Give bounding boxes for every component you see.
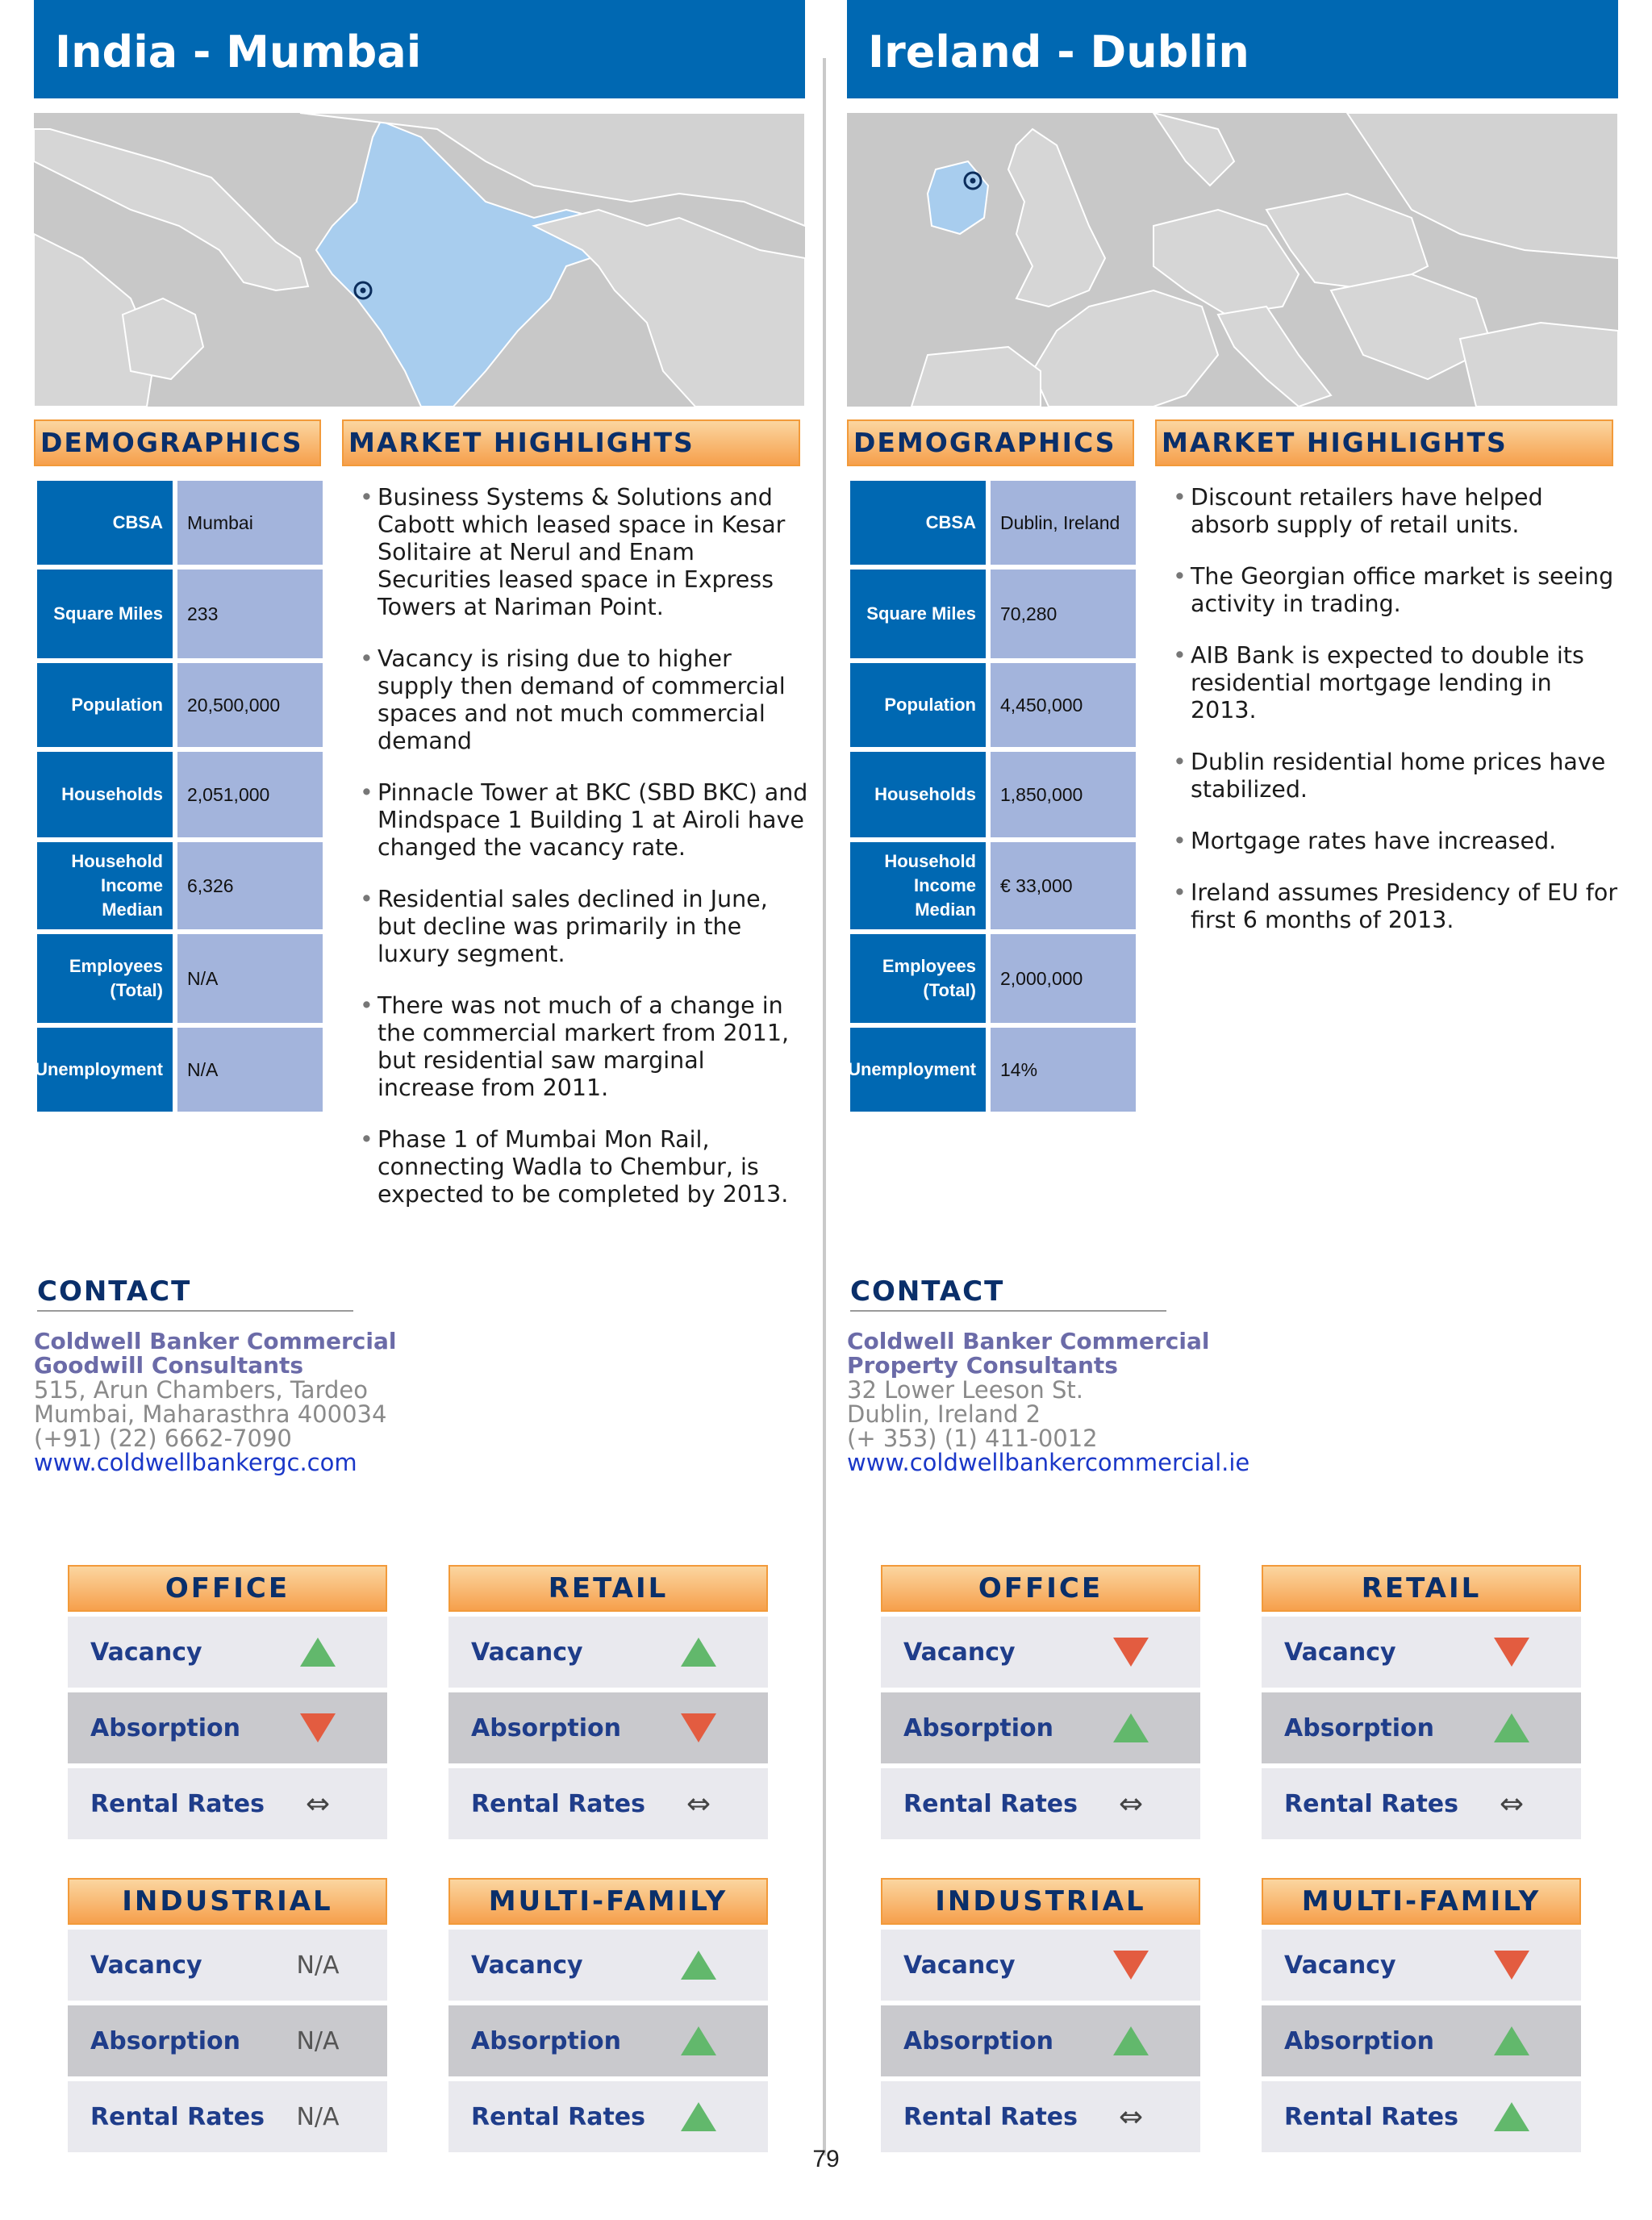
trend-down-icon <box>1108 1947 1153 1983</box>
column-divider <box>823 58 826 2155</box>
absorption-row <box>448 2005 768 2076</box>
trend-down-icon <box>1489 1947 1534 1983</box>
highlight-item: • Business Systems & Solutions and Cabott which leased space in Kesar Solitaire at Nerul and Enam Securities leased space in Express Towers at Nariman Point. <box>360 484 808 621</box>
market-highlights-heading: MARKET HIGHLIGHTS <box>342 419 800 466</box>
demographics-label: Employees (Total) <box>850 934 986 1023</box>
demographics-label: Household Income Median <box>850 842 986 929</box>
right-column <box>847 0 1618 2220</box>
trend-down-icon <box>676 1710 721 1746</box>
demographics-label: Unemployment <box>850 1028 986 1112</box>
vacancy-row <box>68 1617 387 1688</box>
demographics-row <box>37 752 323 837</box>
page-number: 79 <box>812 2146 840 2172</box>
demographics-value: 233 <box>177 570 323 658</box>
rental-rates-row <box>1262 2081 1581 2152</box>
not-available-text: N/A <box>296 1951 340 1980</box>
row-label: Rental Rates <box>90 1789 265 1818</box>
row-label: Vacancy <box>1284 1951 1396 1980</box>
row-label: Vacancy <box>90 1951 202 1980</box>
trend-down-icon <box>1108 1634 1153 1670</box>
highlight-item: • Discount retailers have helped absorb supply of retail units. <box>1173 484 1621 539</box>
trend-up-icon <box>676 2023 721 2059</box>
retail-panel <box>1262 1565 1581 1839</box>
row-label: Vacancy <box>903 1638 1016 1667</box>
trend-down-icon <box>295 1710 340 1746</box>
rental-rates-row <box>881 2081 1200 2152</box>
highlight-item: • Residential sales declined in June, but decline was primarily in the luxury segment. <box>360 886 808 968</box>
row-label: Vacancy <box>1284 1638 1396 1667</box>
demographics-label: Households <box>37 752 173 837</box>
absorption-row <box>68 1692 387 1763</box>
row-label: Vacancy <box>471 1951 583 1980</box>
demographics-row <box>850 481 1136 565</box>
demographics-row <box>37 934 323 1023</box>
rental-rates-row <box>68 1768 387 1839</box>
multi-family-panel <box>448 1878 768 2152</box>
demographics-table <box>37 481 323 1116</box>
not-available-text: N/A <box>296 2102 340 2131</box>
demographics-label: CBSA <box>850 481 986 565</box>
trend-up-icon <box>1108 1710 1153 1746</box>
panel-heading: MULTI-FAMILY <box>1262 1878 1581 1925</box>
address-line: Dublin, Ireland 2 <box>847 1400 1041 1428</box>
demographics-value: € 33,000 <box>991 842 1136 929</box>
row-label: Absorption <box>90 1713 241 1742</box>
demographics-value: 20,500,000 <box>177 663 323 747</box>
address-line: 32 Lower Leeson St. <box>847 1376 1083 1404</box>
demographics-label: Population <box>37 663 173 747</box>
market-highlights-heading: MARKET HIGHLIGHTS <box>1155 419 1613 466</box>
rental-rates-row <box>448 1768 768 1839</box>
trend-up-icon <box>295 1634 340 1670</box>
row-label: Absorption <box>903 2026 1054 2055</box>
retail-panel <box>448 1565 768 1839</box>
row-label: Rental Rates <box>1284 2102 1459 2131</box>
absorption-row <box>881 2005 1200 2076</box>
row-label: Absorption <box>471 2026 622 2055</box>
demographics-value: 70,280 <box>991 570 1136 658</box>
demographics-label: Square Miles <box>850 570 986 658</box>
europe-map-graphic <box>847 113 1618 407</box>
contact-heading: CONTACT <box>37 1278 353 1312</box>
trend-flat-icon: ⇔ <box>1118 2100 1144 2134</box>
demographics-row <box>850 1028 1136 1112</box>
contact-heading: CONTACT <box>850 1278 1166 1312</box>
panel-heading: INDUSTRIAL <box>881 1878 1200 1925</box>
trend-up-icon <box>1108 2023 1153 2059</box>
demographics-row <box>850 842 1136 929</box>
trend-up-icon <box>1489 2023 1534 2059</box>
demographics-label: CBSA <box>37 481 173 565</box>
demographics-row <box>37 842 323 929</box>
highlight-item: • The Georgian office market is seeing activity in trading. <box>1173 563 1621 618</box>
demographics-row <box>37 1028 323 1112</box>
demographics-value: 14% <box>991 1028 1136 1112</box>
india-map-graphic <box>34 113 805 407</box>
demographics-value: Mumbai <box>177 481 323 565</box>
address-line: Mumbai, Maharasthra 400034 <box>34 1400 387 1428</box>
demographics-value: 2,000,000 <box>991 934 1136 1023</box>
demographics-row <box>850 570 1136 658</box>
row-label: Vacancy <box>471 1638 583 1667</box>
europe-map <box>847 113 1618 407</box>
trend-up-icon <box>676 1947 721 1983</box>
trend-up-icon <box>676 2099 721 2134</box>
firm-name: Goodwill Consultants <box>34 1352 304 1379</box>
left-column <box>34 0 808 2220</box>
demographics-row <box>850 663 1136 747</box>
contact-details <box>34 1329 396 1475</box>
row-label: Vacancy <box>90 1638 202 1667</box>
panel-heading: RETAIL <box>448 1565 768 1612</box>
firm-name: Property Consultants <box>847 1352 1118 1379</box>
demographics-value: 4,450,000 <box>991 663 1136 747</box>
website-link[interactable]: www.coldwellbankercommercial.ie <box>847 1449 1250 1476</box>
demographics-table <box>850 481 1136 1116</box>
vacancy-row <box>1262 1930 1581 2001</box>
demographics-value: N/A <box>177 1028 323 1112</box>
demographics-row <box>37 663 323 747</box>
rental-rates-row <box>1262 1768 1581 1839</box>
demographics-row <box>37 481 323 565</box>
row-label: Vacancy <box>903 1951 1016 1980</box>
absorption-row <box>448 1692 768 1763</box>
vacancy-row <box>881 1930 1200 2001</box>
absorption-row <box>1262 1692 1581 1763</box>
panel-heading: OFFICE <box>881 1565 1200 1612</box>
demographics-heading: DEMOGRAPHICS <box>847 419 1134 466</box>
demographics-row <box>850 934 1136 1023</box>
absorption-row <box>1262 2005 1581 2076</box>
demographics-row <box>850 752 1136 837</box>
city-title: India - Mumbai <box>34 0 805 98</box>
demographics-label: Households <box>850 752 986 837</box>
trend-flat-icon: ⇔ <box>305 1787 331 1821</box>
contact-details <box>847 1329 1249 1475</box>
vacancy-row <box>448 1617 768 1688</box>
highlight-item: • Dublin residential home prices have stabilized. <box>1173 749 1621 803</box>
absorption-row <box>68 2005 387 2076</box>
demographics-value: 2,051,000 <box>177 752 323 837</box>
trend-down-icon <box>1489 1634 1534 1670</box>
rental-rates-row <box>881 1768 1200 1839</box>
row-label: Rental Rates <box>1284 1789 1459 1818</box>
market-highlights-list <box>1173 484 1621 958</box>
panel-heading: INDUSTRIAL <box>68 1878 387 1925</box>
firm-name: Coldwell Banker Commercial <box>847 1328 1210 1354</box>
trend-up-icon <box>676 1634 721 1670</box>
panel-heading: MULTI-FAMILY <box>448 1878 768 1925</box>
demographics-value: Dublin, Ireland <box>991 481 1136 565</box>
demographics-value: N/A <box>177 934 323 1023</box>
row-label: Rental Rates <box>471 1789 646 1818</box>
india-map <box>34 113 805 407</box>
highlight-item: • Phase 1 of Mumbai Mon Rail, connecting Wadla to Chembur, is expected to be completed by 2013. <box>360 1126 808 1208</box>
rental-rates-row <box>448 2081 768 2152</box>
rental-rates-row <box>68 2081 387 2152</box>
row-label: Absorption <box>1284 2026 1435 2055</box>
industrial-panel <box>68 1878 387 2152</box>
row-label: Absorption <box>1284 1713 1435 1742</box>
row-label: Rental Rates <box>903 2102 1078 2131</box>
panel-heading: RETAIL <box>1262 1565 1581 1612</box>
industrial-panel <box>881 1878 1200 2152</box>
demographics-label: Unemployment <box>37 1028 173 1112</box>
demographics-value: 6,326 <box>177 842 323 929</box>
highlight-item: • Mortgage rates have increased. <box>1173 828 1621 855</box>
office-panel <box>881 1565 1200 1839</box>
demographics-label: Household Income Median <box>37 842 173 929</box>
phone-number: (+91) (22) 6662-7090 <box>34 1425 292 1452</box>
highlight-item: • Ireland assumes Presidency of EU for first 6 months of 2013. <box>1173 879 1621 934</box>
vacancy-row <box>881 1617 1200 1688</box>
row-label: Absorption <box>90 2026 241 2055</box>
market-highlights-list <box>360 484 808 1233</box>
row-label: Absorption <box>471 1713 622 1742</box>
demographics-label: Employees (Total) <box>37 934 173 1023</box>
trend-flat-icon: ⇔ <box>1499 1787 1525 1821</box>
trend-flat-icon: ⇔ <box>686 1787 711 1821</box>
website-link[interactable]: www.coldwellbankergc.com <box>34 1449 357 1476</box>
phone-number: (+ 353) (1) 411-0012 <box>847 1425 1098 1452</box>
row-label: Rental Rates <box>471 2102 646 2131</box>
trend-flat-icon: ⇔ <box>1118 1787 1144 1821</box>
demographics-row <box>37 570 323 658</box>
demographics-label: Square Miles <box>37 570 173 658</box>
address-line: 515, Arun Chambers, Tardeo <box>34 1376 368 1404</box>
highlight-item: • There was not much of a change in the commercial markert from 2011, but residential saw marginal increase from 2011. <box>360 992 808 1102</box>
row-label: Rental Rates <box>90 2102 265 2131</box>
row-label: Rental Rates <box>903 1789 1078 1818</box>
trend-up-icon <box>1489 1710 1534 1746</box>
highlight-item: • Pinnacle Tower at BKC (SBD BKC) and Mindspace 1 Building 1 at Airoli have changed the vacancy rate. <box>360 779 808 862</box>
demographics-heading: DEMOGRAPHICS <box>34 419 321 466</box>
not-available-text: N/A <box>296 2026 340 2055</box>
firm-name: Coldwell Banker Commercial <box>34 1328 397 1354</box>
highlight-item: • Vacancy is rising due to higher supply then demand of commercial spaces and not much commercial demand <box>360 645 808 755</box>
highlight-item: • AIB Bank is expected to double its residential mortgage lending in 2013. <box>1173 642 1621 724</box>
office-panel <box>68 1565 387 1839</box>
vacancy-row <box>1262 1617 1581 1688</box>
demographics-value: 1,850,000 <box>991 752 1136 837</box>
vacancy-row <box>448 1930 768 2001</box>
panel-heading: OFFICE <box>68 1565 387 1612</box>
multi-family-panel <box>1262 1878 1581 2152</box>
city-title: Ireland - Dublin <box>847 0 1618 98</box>
absorption-row <box>881 1692 1200 1763</box>
row-label: Absorption <box>903 1713 1054 1742</box>
demographics-label: Population <box>850 663 986 747</box>
trend-up-icon <box>1489 2099 1534 2134</box>
vacancy-row <box>68 1930 387 2001</box>
